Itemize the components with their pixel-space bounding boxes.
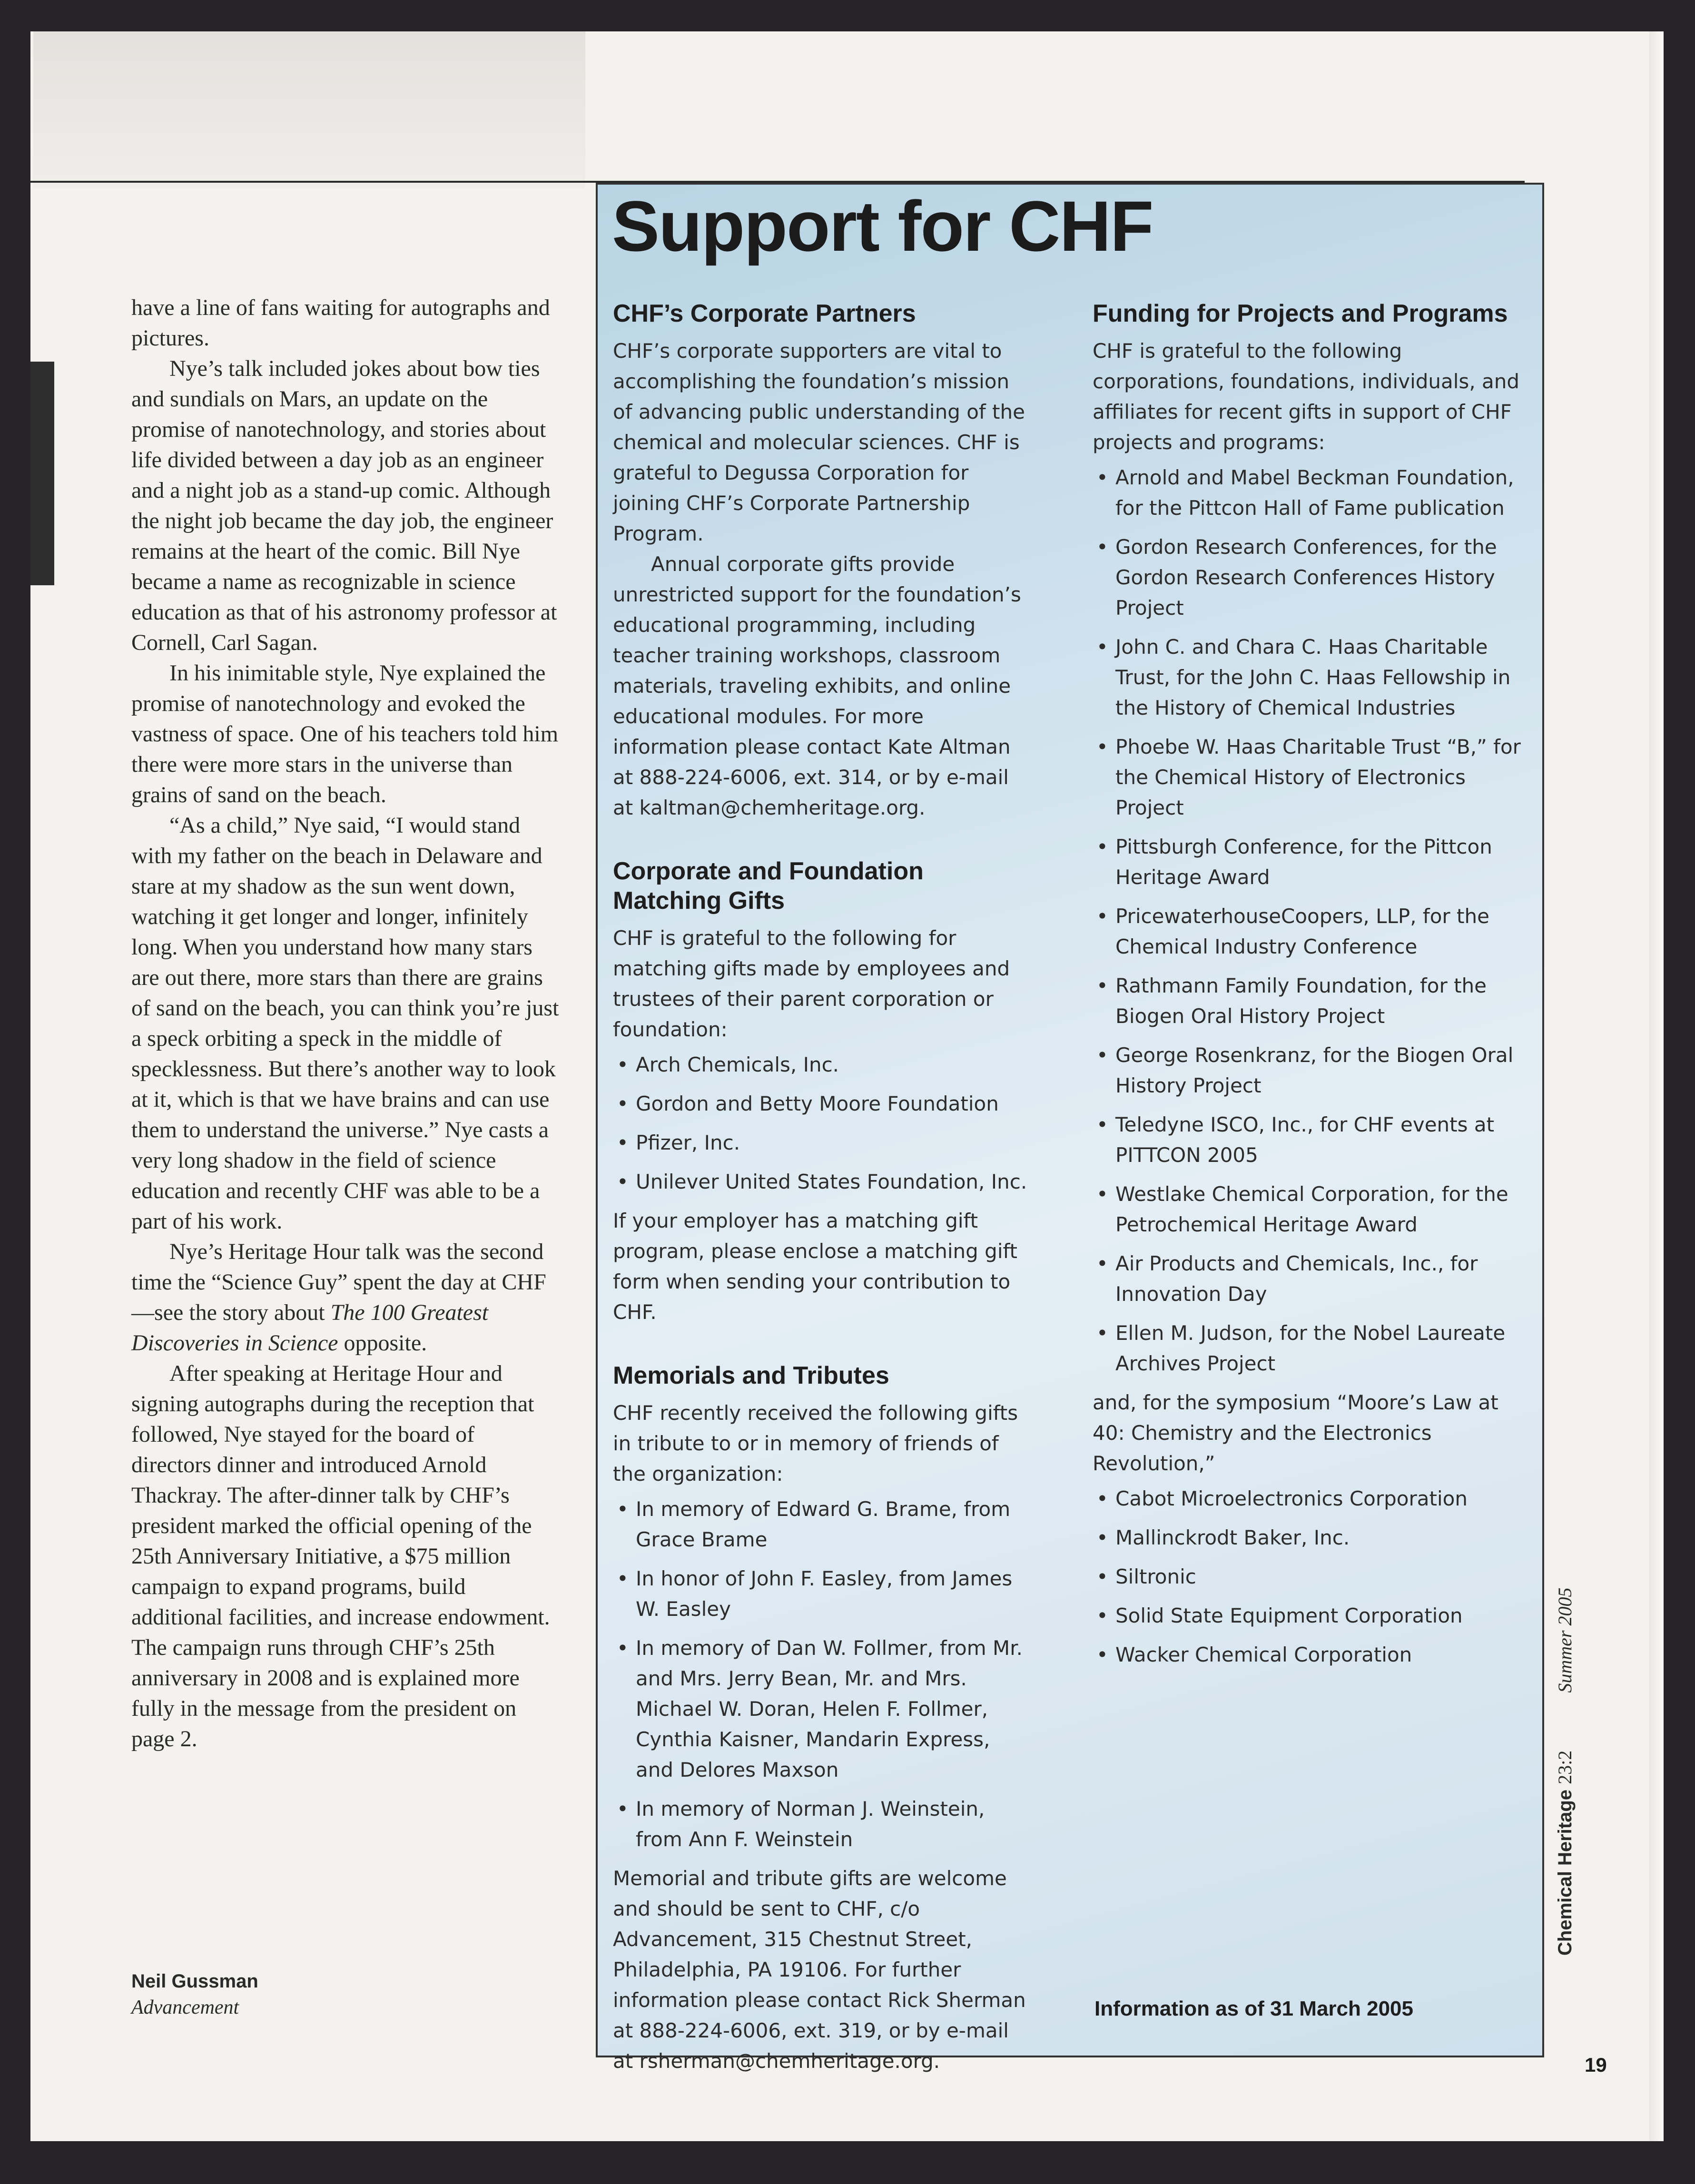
list-item: • Air Products and Chemicals, Inc., for Innovation Day (1096, 1252, 1478, 1306)
author-role: Advancement (131, 1997, 239, 2018)
page-edge-shadow (30, 362, 54, 585)
paragraph-text: opposite. (338, 1330, 427, 1356)
journal-caption (1554, 1588, 1576, 1956)
list-item: • Siltronic (1096, 1565, 1196, 1588)
list-item: • Arnold and Mabel Beckman Foundation, for the Pittcon Hall of Fame publication (1096, 466, 1514, 520)
article-paragraph (131, 1237, 560, 1358)
funding-intro: CHF is grateful to the following corporations, foundations, individuals, and affiliates for recent gifts in support of CHF projects and programs: (1093, 339, 1520, 454)
list-item: • Arch Chemicals, Inc. (617, 1053, 839, 1076)
list-item: • Phoebe W. Haas Charitable Trust “B,” for the Chemical History of Electronics Project (1096, 735, 1521, 819)
funding-heading: Funding for Projects and Programs (1093, 300, 1508, 327)
list-item: • Pittsburgh Conference, for the Pittcon Heritage Award (1096, 835, 1492, 889)
list-item: • Westlake Chemical Corporation, for the Petrochemical Heritage Award (1096, 1182, 1508, 1236)
memorials-intro: CHF recently received the following gifts in tribute to or in memory of friends of the organization: (613, 1401, 1018, 1486)
list-item: • George Rosenkranz, for the Biogen Oral History Project (1096, 1043, 1514, 1097)
matching-outro: If your employer has a matching gift program, please enclose a matching gift form when sending your contribution to CHF. (613, 1209, 1018, 1324)
show-through-image (33, 31, 585, 188)
list-item: • In memory of Dan W. Follmer, from Mr. and Mrs. Jerry Bean, Mr. and Mrs. Michael W. Doran, Helen F. Follmer, Cynthia Kaisner, Mandarin Express, and Delores Maxson (617, 1636, 1023, 1781)
list-item: • Unilever United States Foundation, Inc. (617, 1170, 1027, 1193)
list-item: • Gordon Research Conferences, for the Gordon Research Conferences History Project (1096, 535, 1497, 620)
list-item: • John C. and Chara C. Haas Charitable Trust, for the John C. Haas Fellowship in the History of Chemical Industries (1096, 635, 1511, 719)
support-title: Support for CHF (612, 186, 1153, 266)
memorials-outro: Memorial and tribute gifts are welcome and should be sent to CHF, c/o Advancement, 315 Chestnut Street, Philadelphia, PA 19106. For further information please contact Rick Sherman at 888-224-6006, ext. 319, or by e-mail at rsherman@chemheritage.org. (613, 1867, 1026, 2073)
partners-paragraph: Annual corporate gifts provide unrestricted support for the foundation’s educational programming, including teacher training workshops, classroom materials, traveling exhibits, and online educational modules. For more information please contact Kate Altman at 888-224-6006, ext. 314, or by e-mail at kaltman@chemheritage.org. (613, 552, 1021, 819)
memorials-heading: Memorials and Tributes (613, 1362, 889, 1389)
journal-volume: 23:2 (1554, 1750, 1576, 1784)
info-date: Information as of 31 March 2005 (1094, 1997, 1413, 2020)
book-title: The 100 Greatest Discoveries in Science (131, 1300, 489, 1356)
article-paragraph: “As a child,” Nye said, “I would stand with my father on the beach in Delaware and stare at my shadow as the sun went down, watching it get longer and longer, infinitely long. When you understand how many stars are out there, more stars than there are grains of sand on the beach, you can think you’re just a speck orbiting a speck in the middle of specklessness. But there’s another way to look at it, which is that we have brains and can use them to understand the universe.” Nye casts a very long shadow in the field of science education and recently CHF was able to be a part of his work. (131, 813, 559, 1234)
list-item: • PricewaterhouseCoopers, LLP, for the Chemical Industry Conference (1096, 905, 1489, 958)
list-item: • In memory of Edward G. Brame, from Grace Brame (617, 1497, 1011, 1551)
support-right-column (1093, 299, 1523, 1679)
list-item: • Ellen M. Judson, for the Nobel Laureate Archives Project (1096, 1321, 1506, 1375)
list-item: • Pfizer, Inc. (617, 1131, 740, 1154)
funding-list (1093, 462, 1523, 1379)
paragraph-text: Nye’s Heritage Hour talk was the second time the “Science Guy” spent the day at CHF—see the story about (131, 1239, 546, 1325)
page-curl-edge (1649, 31, 1664, 2141)
list-item: • Rathmann Family Foundation, for the Biogen Oral History Project (1096, 974, 1487, 1028)
symposium-intro: and, for the symposium “Moore’s Law at 40: Chemistry and the Electronics Revolution,” (1093, 1391, 1498, 1475)
list-item: • Mallinckrodt Baker, Inc. (1096, 1526, 1350, 1549)
list-item: • Gordon and Betty Moore Foundation (617, 1092, 999, 1115)
list-item: • Solid State Equipment Corporation (1096, 1604, 1463, 1627)
matching-intro: CHF is grateful to the following for matching gifts made by employees and trustees of their parent corporation or foundation: (613, 926, 1010, 1041)
partners-heading: CHF’s Corporate Partners (613, 300, 916, 327)
list-item: • In honor of John F. Easley, from James W. Easley (617, 1567, 1013, 1621)
list-item: • Cabot Microelectronics Corporation (1096, 1487, 1468, 1510)
support-left-column (613, 299, 1032, 2076)
page-number: 19 (1585, 2054, 1607, 2076)
article-paragraph: have a line of fans waiting for autographs and pictures. (131, 295, 550, 351)
partners-paragraph: CHF’s corporate supporters are vital to accomplishing the foundation’s mission of advancing public understanding of the chemical and molecular sciences. CHF is grateful to Degussa Corporation for joining CHF’s Corporate Partnership Program. (613, 339, 1025, 545)
list-item: • In memory of Norman J. Weinstein, from Ann F. Weinstein (617, 1797, 985, 1851)
journal-name: Chemical Heritage (1555, 1789, 1576, 1956)
journal-season: Summer 2005 (1554, 1587, 1576, 1693)
article-paragraph: In his inimitable style, Nye explained the promise of nanotechnology and evoked the vastness of space. One of his teachers told him there were more stars in the universe than grains of sand on the beach. (131, 660, 559, 807)
symposium-list (1093, 1484, 1523, 1670)
article-paragraph: After speaking at Heritage Hour and signing autographs during the reception that followed, Nye stayed for the board of directors dinner and introduced Arnold Thackray. The after-dinner talk by CHF’s president marked the official opening of the 25th Anniversary Initiative, a $75 million campaign to expand programs, build additional facilities, and increase endowment. The campaign runs through CHF’s 25th anniversary in 2008 and is explained more fully in the message from the president on page 2. (131, 1361, 550, 1751)
matching-list (613, 1050, 1032, 1197)
list-item: • Teledyne ISCO, Inc., for CHF events at PITTCON 2005 (1096, 1113, 1495, 1167)
list-item: • Wacker Chemical Corporation (1096, 1643, 1412, 1666)
article-paragraph: Nye’s talk included jokes about bow ties and sundials on Mars, an update on the promise of nanotechnology, and stories about life divided between a day job as an engineer and a night job as a stand-up comic. Although the night job became the day job, the engineer remains at the heart of the comic. Bill Nye became a name as recognizable in science education as that of his astronomy professor at Cornell, Carl Sagan. (131, 356, 557, 655)
matching-heading: Corporate and Foundation Matching Gifts (613, 857, 924, 915)
memorials-list (613, 1494, 1032, 1855)
author-name: Neil Gussman (131, 1971, 258, 1992)
article-body (131, 293, 560, 1754)
